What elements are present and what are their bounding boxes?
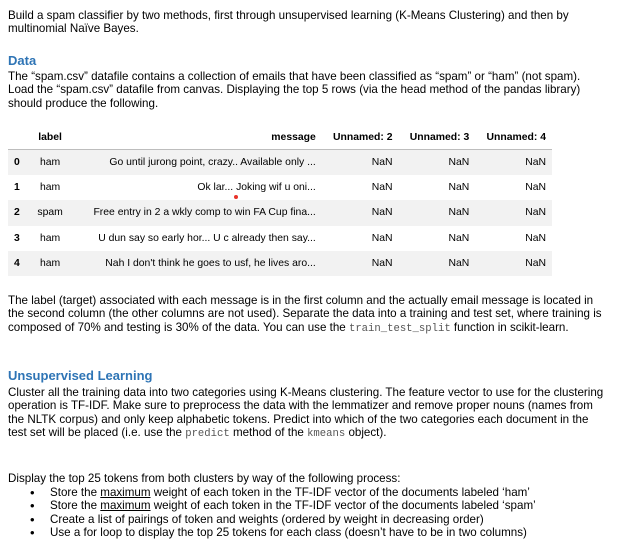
row-index: 3 bbox=[14, 232, 20, 244]
column-header-unnamed-4: Unnamed: 4 bbox=[486, 131, 546, 143]
data-heading: Data bbox=[8, 53, 37, 68]
data-paragraph: The “spam.csv” datafile contains a collection of emails that have been classified as “spam” or “ham” (not spam). Load the “spam.csv” datafile from canvas. Displaying the top 5 rows (via the head method of the pandas library) should produce the following. bbox=[8, 70, 581, 110]
cell-label: ham bbox=[39, 232, 61, 244]
cell-message: Ok lar... Joking wif u oni... bbox=[197, 182, 316, 194]
process-bullet-list bbox=[30, 486, 610, 540]
row-index: 0 bbox=[14, 157, 20, 169]
maximum-underlined: maximum bbox=[100, 499, 151, 513]
cell-message: Nah I don't think he goes to usf, he lives aro... bbox=[105, 257, 316, 269]
cell-label: ham bbox=[39, 257, 61, 269]
cell-message: Go until jurong point, crazy.. Available only ... bbox=[109, 157, 316, 169]
index-header bbox=[8, 125, 30, 150]
cell-unnamed-3: NaN bbox=[448, 182, 470, 194]
cell-unnamed-2: NaN bbox=[371, 207, 393, 219]
display-paragraph: Display the top 25 tokens from both clusters by way of the following process: bbox=[8, 472, 401, 485]
row-index: 4 bbox=[14, 257, 20, 269]
row-index: 2 bbox=[14, 207, 20, 219]
column-header-unnamed-2: Unnamed: 2 bbox=[333, 131, 393, 143]
cell-unnamed-3: NaN bbox=[448, 207, 470, 219]
cell-unnamed-2: NaN bbox=[371, 182, 393, 194]
unsupervised-paragraph bbox=[8, 386, 608, 442]
predict-code: predict bbox=[185, 428, 230, 441]
cell-unnamed-2: NaN bbox=[371, 232, 393, 244]
cell-unnamed-4: NaN bbox=[525, 207, 546, 219]
cell-unnamed-3: NaN bbox=[448, 257, 470, 269]
list-item: • Store the maximum weight of each token in the TF-IDF vector of the documents labeled ‘spam’ bbox=[30, 499, 610, 512]
kmeans-code: kmeans bbox=[307, 428, 346, 441]
column-header-message: message bbox=[271, 131, 316, 143]
cell-unnamed-4: NaN bbox=[525, 182, 546, 194]
cell-label: spam bbox=[37, 207, 63, 219]
label-paragraph-tail: function in scikit-learn. bbox=[450, 320, 569, 334]
cell-unnamed-4: NaN bbox=[525, 232, 546, 244]
train-test-split-code: train_test_split bbox=[348, 322, 451, 335]
red-marker-dot bbox=[234, 195, 238, 199]
maximum-underlined: maximum bbox=[100, 486, 151, 499]
list-item: • Create a list of pairings of token and weights (ordered by weight in decreasing order) bbox=[30, 513, 610, 526]
table-row bbox=[8, 226, 552, 251]
cell-message: Free entry in 2 a wkly comp to win FA Cup fina... bbox=[93, 207, 316, 219]
table-header-row bbox=[8, 125, 552, 150]
table-row bbox=[8, 251, 552, 276]
cell-unnamed-3: NaN bbox=[448, 157, 470, 169]
table-row bbox=[8, 200, 552, 225]
list-item: • Use a for loop to display the top 25 tokens for each class (doesn’t have to be in two columns) bbox=[30, 526, 610, 539]
dataframe-table bbox=[8, 125, 552, 276]
cell-label: ham bbox=[39, 157, 61, 169]
cell-unnamed-4: NaN bbox=[525, 257, 546, 269]
unsupervised-paragraph-tail: object). bbox=[345, 426, 387, 440]
column-header-unnamed-3: Unnamed: 3 bbox=[409, 131, 470, 143]
intro-paragraph: Build a spam classifier by two methods, first through unsupervised learning (K-Means Clustering) and then by multinomial Naïve Bayes. bbox=[8, 9, 569, 36]
cell-unnamed-4: NaN bbox=[525, 157, 546, 169]
list-item: • Store the maximum weight of each token in the TF-IDF vector of the documents labeled ‘ham’ bbox=[30, 486, 610, 499]
label-paragraph bbox=[8, 294, 608, 336]
cell-message: U dun say so early hor... U c already then say... bbox=[98, 232, 316, 244]
cell-unnamed-2: NaN bbox=[371, 257, 393, 269]
cell-unnamed-2: NaN bbox=[371, 157, 393, 169]
column-header-label: label bbox=[38, 131, 62, 143]
unsupervised-paragraph-mid: method of the bbox=[229, 426, 308, 440]
table-row bbox=[8, 175, 552, 200]
label-paragraph-text: The label (target) associated with each message is in the first column and the actually email message is located in the second column (the other columns are not used). Separate the data into a training and test set, where training is composed of 70% and testing is 30% of the data. You can use the bbox=[8, 294, 602, 334]
table-row bbox=[8, 150, 552, 176]
unsupervised-heading: Unsupervised Learning bbox=[8, 368, 153, 383]
row-index: 1 bbox=[14, 182, 20, 194]
cell-label: ham bbox=[39, 182, 61, 194]
cell-unnamed-3: NaN bbox=[448, 232, 470, 244]
unsupervised-paragraph-text: Cluster all the training data into two categories using K-Means clustering. The feature vector to use for the clustering operation is TF-IDF. Make sure to preprocess the data with the lemmatizer and remove proper nouns (names from the NLTK corpus) and only keep alphabetic tokens. Predict into which of the two categories each document in the test set will be placed (i.e. use the bbox=[8, 386, 604, 440]
